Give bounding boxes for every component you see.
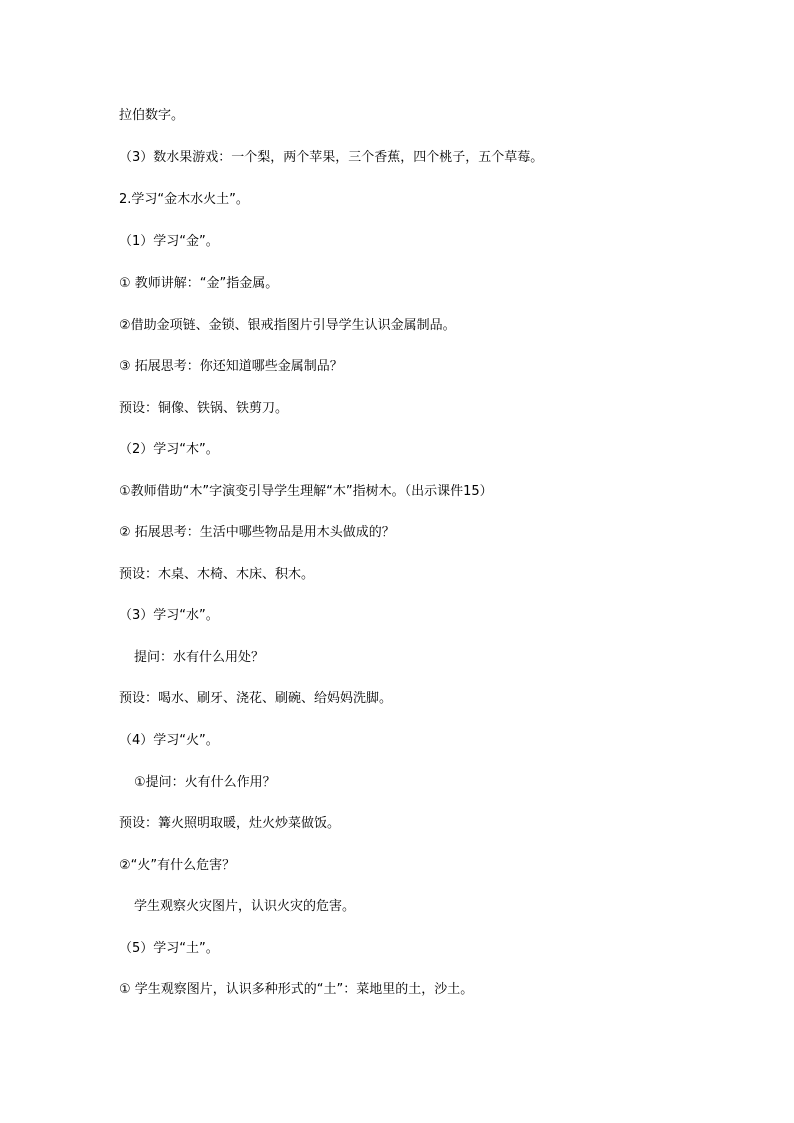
paragraph-13: （3）学习“水”。	[119, 608, 219, 623]
paragraph-3: 2.学习“金木水火土”。	[119, 192, 249, 207]
paragraph-9: （2）学习“木”。	[119, 442, 219, 457]
paragraph-15: 预设：喝水、刷牙、浇花、刷碗、给妈妈洗脚。	[119, 691, 393, 706]
paragraph-17: ①提问：火有什么作用？	[134, 775, 276, 790]
paragraph-10: ①教师借助“木”字演变引导学生理解“木”指树木。（出示课件15）	[119, 484, 493, 499]
paragraph-7: ③ 拓展思考：你还知道哪些金属制品？	[119, 359, 343, 374]
paragraph-19: ②“火”有什么危害？	[119, 858, 236, 873]
paragraph-8: 预设：铜像、铁锅、铁剪刀。	[119, 401, 289, 416]
paragraph-11: ② 拓展思考：生活中哪些物品是用木头做成的？	[119, 525, 395, 540]
paragraph-1: 拉伯数字。	[119, 108, 185, 123]
paragraph-4: （1）学习“金”。	[119, 234, 219, 249]
paragraph-16: （4）学习“火”。	[119, 733, 219, 748]
paragraph-20: 学生观察火灾图片，认识火灾的危害。	[134, 899, 356, 914]
paragraph-21: （5）学习“土”。	[119, 941, 219, 956]
paragraph-18: 预设：篝火照明取暖，灶火炒菜做饭。	[119, 816, 341, 831]
paragraph-6: ②借助金项链、金锁、银戒指图片引导学生认识金属制品。	[119, 318, 456, 333]
paragraph-22: ① 学生观察图片，认识多种形式的“土”：菜地里的土，沙土。	[119, 982, 474, 997]
paragraph-12: 预设：木桌、木椅、木床、积木。	[119, 567, 315, 582]
paragraph-14: 提问：水有什么用处？	[134, 650, 265, 665]
paragraph-5: ① 教师讲解：“金”指金属。	[119, 276, 279, 291]
paragraph-2: （3）数水果游戏：一个梨，两个苹果，三个香蕉，四个桃子，五个草莓。	[119, 150, 544, 165]
